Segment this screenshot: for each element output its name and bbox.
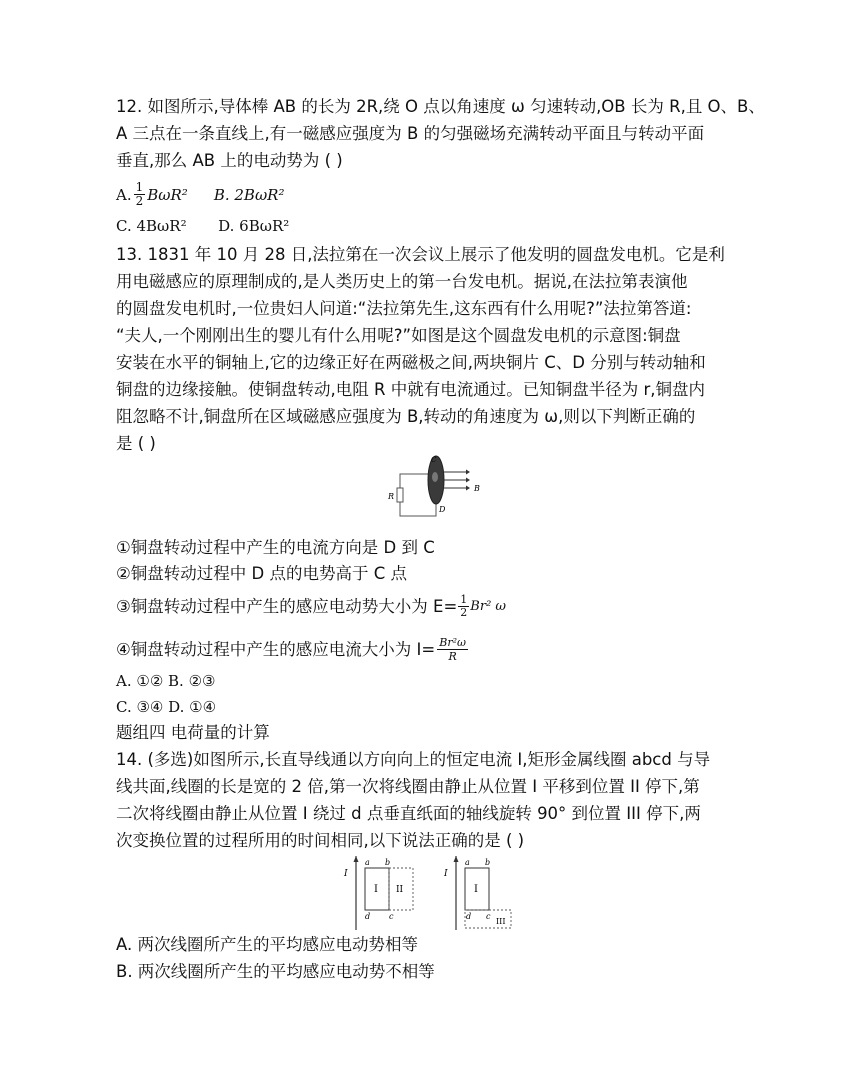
q13-statement-1: ①铜盘转动过程中产生的电流方向是 D 到 C xyxy=(116,538,435,557)
q12-options-cd xyxy=(116,215,289,237)
q12-option-a-label: A. xyxy=(116,185,132,204)
current-arrow xyxy=(354,856,359,862)
q13-statement-2: ②铜盘转动过程中 D 点的电势高于 C 点 xyxy=(116,564,407,583)
arrow-head xyxy=(466,478,470,483)
corner-c: c xyxy=(389,912,394,921)
disk-generator-figure xyxy=(384,450,484,530)
fraction-denominator: R xyxy=(448,650,457,663)
q13-line-7: 阻忽略不计,铜盘所在区域磁感应强度为 B,转动的角速度为 ω,则以下判断正确的 xyxy=(116,407,696,426)
corner-a: a xyxy=(365,858,370,867)
q12-line-3: 垂直,那么 AB 上的电动势为 ( ) xyxy=(116,151,343,170)
current-arrow xyxy=(454,856,459,862)
q13-line-4: “夫人,一个刚刚出生的婴儿有什么用呢?”如图是这个圆盘发电机的示意图:铜盘 xyxy=(116,326,681,345)
label-c: C xyxy=(431,456,437,464)
position-i-label: I xyxy=(474,884,478,895)
label-b: B xyxy=(474,484,480,493)
q12-line-1: 12. 如图所示,导体棒 AB 的长为 2R,绕 O 点以角速度 ω 匀速转动,OB 长为 R,且 O、B、 xyxy=(116,97,765,116)
fraction-denominator: 2 xyxy=(135,194,144,208)
corner-b: b xyxy=(385,858,391,867)
q14-line-1: 14. (多选)如图所示,长直导线通以方向向上的恒定电流 I,矩形金属线圈 abcd 与导 xyxy=(116,750,711,769)
q13-statement-3-text: ③铜盘转动过程中产生的感应电动势大小为 E= xyxy=(116,596,458,616)
q12-option-a-expression: BωR² xyxy=(147,185,188,204)
fraction-numerator: Br²ω xyxy=(439,636,466,649)
q13-line-1: 13. 1831 年 10 月 28 日,法拉第在一次会议上展示了他发明的圆盘发电机。它是利 xyxy=(116,245,725,264)
q12-option-a xyxy=(116,181,284,208)
position-ii-label: II xyxy=(396,885,404,895)
fraction-numerator: 1 xyxy=(460,593,468,606)
current-label: I xyxy=(444,869,448,879)
q14-line-2: 线共面,线圈的长是宽的 2 倍,第一次将线圈由静止从位置 I 平移到位置 II 停下,第 xyxy=(116,777,700,796)
corner-c: c xyxy=(486,912,491,921)
q13-line-6: 铜盘的边缘接触。使铜盘转动,电阻 R 中就有电流通过。已知铜盘半径为 r,铜盘内 xyxy=(116,380,705,399)
q14-option-b: B. 两次线圈所产生的平均感应电动势不相等 xyxy=(116,962,435,981)
q13-options-cd: C. ③④ D. ①④ xyxy=(116,698,217,716)
q12-option-c: C. 4BωR² xyxy=(116,217,187,235)
label-r: R xyxy=(388,492,395,501)
statement-3-fraction xyxy=(458,594,469,619)
q14-line-3: 二次将线圈由静止从位置 I 绕过 d 点垂直纸面的轴线旋转 90° 到位置 III 停下,两 xyxy=(116,804,701,823)
q13-line-3: 的圆盘发电机时,一位贵妇人问道:“法拉第先生,这东西有什么用呢?”法拉第答道: xyxy=(116,299,692,318)
q13-line-8: 是 ( ) xyxy=(116,434,156,453)
statement-4-fraction xyxy=(437,636,468,663)
q13-statement-3 xyxy=(116,594,506,619)
q12-option-b: B. 2BωR² xyxy=(213,185,285,204)
q13-line-2: 用电磁感应的原理制成的,是人类历史上的第一台发电机。据说,在法拉第表演他 xyxy=(116,272,688,291)
corner-b: b xyxy=(485,858,491,867)
q12-option-a-fraction xyxy=(134,181,146,208)
corner-a: a xyxy=(465,858,470,867)
disk-highlight xyxy=(432,472,438,482)
coil-position-figure xyxy=(338,852,528,932)
q13-statement-4-text: ④铜盘转动过程中产生的感应电流大小为 I= xyxy=(116,639,436,659)
q12-option-d: D. 6BωR² xyxy=(218,217,290,235)
arrow-head xyxy=(466,486,470,491)
group-four-heading: 题组四 电荷量的计算 xyxy=(116,723,270,742)
q14-line-4: 次变换位置的过程所用的时间相同,以下说法正确的是 ( ) xyxy=(116,831,525,850)
q13-options-ab: A. ①② B. ②③ xyxy=(116,672,216,690)
corner-d: d xyxy=(466,912,472,921)
fraction-denominator: 2 xyxy=(460,606,468,619)
q12-line-2: A 三点在一条直线上,有一磁感应强度为 B 的匀强磁场充满转动平面且与转动平面 xyxy=(116,124,705,143)
position-iii-label: III xyxy=(496,917,506,926)
resistor xyxy=(397,488,403,502)
fraction-numerator: 1 xyxy=(135,180,144,194)
current-label: I xyxy=(344,869,348,879)
q13-line-5: 安装在水平的铜轴上,它的边缘正好在两磁极之间,两块铜片 C、D 分别与转动轴和 xyxy=(116,353,706,372)
corner-d: d xyxy=(365,912,371,921)
position-i-label: I xyxy=(374,884,378,895)
q14-option-a: A. 两次线圈所产生的平均感应电动势相等 xyxy=(116,935,418,954)
arrow-head xyxy=(466,470,470,475)
statement-3-expression: Br² ω xyxy=(470,598,507,614)
q13-statement-4 xyxy=(116,636,468,663)
label-d: D xyxy=(439,505,446,514)
